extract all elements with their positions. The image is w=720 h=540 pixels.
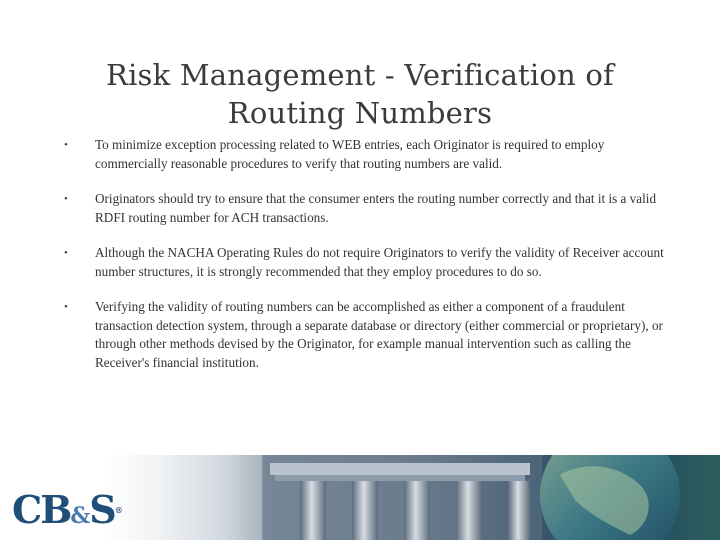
bullet-item	[58, 298, 668, 372]
bullet-text: To minimize exception processing related to WEB entries, each Originator is required to employ commercially reasonable procedures to verify that routing numbers are valid.	[95, 137, 605, 171]
slide-title	[60, 56, 660, 132]
bullet-text: Originators should try to ensure that the consumer enters the routing number correctly and that it is a valid RDFI routing number for ACH transactions.	[95, 191, 657, 225]
bullet-icon: •	[64, 193, 68, 205]
title-line-1: Risk Management - Verification of	[106, 58, 614, 92]
cbs-logo: CB&S®	[12, 487, 123, 532]
bullet-icon: •	[64, 139, 68, 151]
bullet-item	[58, 244, 668, 281]
bullet-list	[58, 136, 668, 389]
logo-area	[0, 455, 262, 540]
bullet-icon: •	[64, 247, 68, 259]
bullet-icon: •	[64, 301, 68, 313]
bullet-item	[58, 136, 668, 173]
bullet-text: Although the NACHA Operating Rules do not require Originators to verify the validity of Receiver account number structures, it is strongly recommended that they employ procedures to do so.	[95, 245, 664, 279]
footer-banner	[0, 455, 720, 540]
bullet-text: Verifying the validity of routing numbers can be accomplished as either a component of a fraudulent transaction detection system, through a separate database or directory (either commercial or proprietary), or through other methods devised by the Originator, for example manual intervention such as calling the Receiver's financial institution.	[95, 299, 663, 370]
title-line-2: Routing Numbers	[227, 96, 493, 130]
bullet-item	[58, 190, 668, 227]
